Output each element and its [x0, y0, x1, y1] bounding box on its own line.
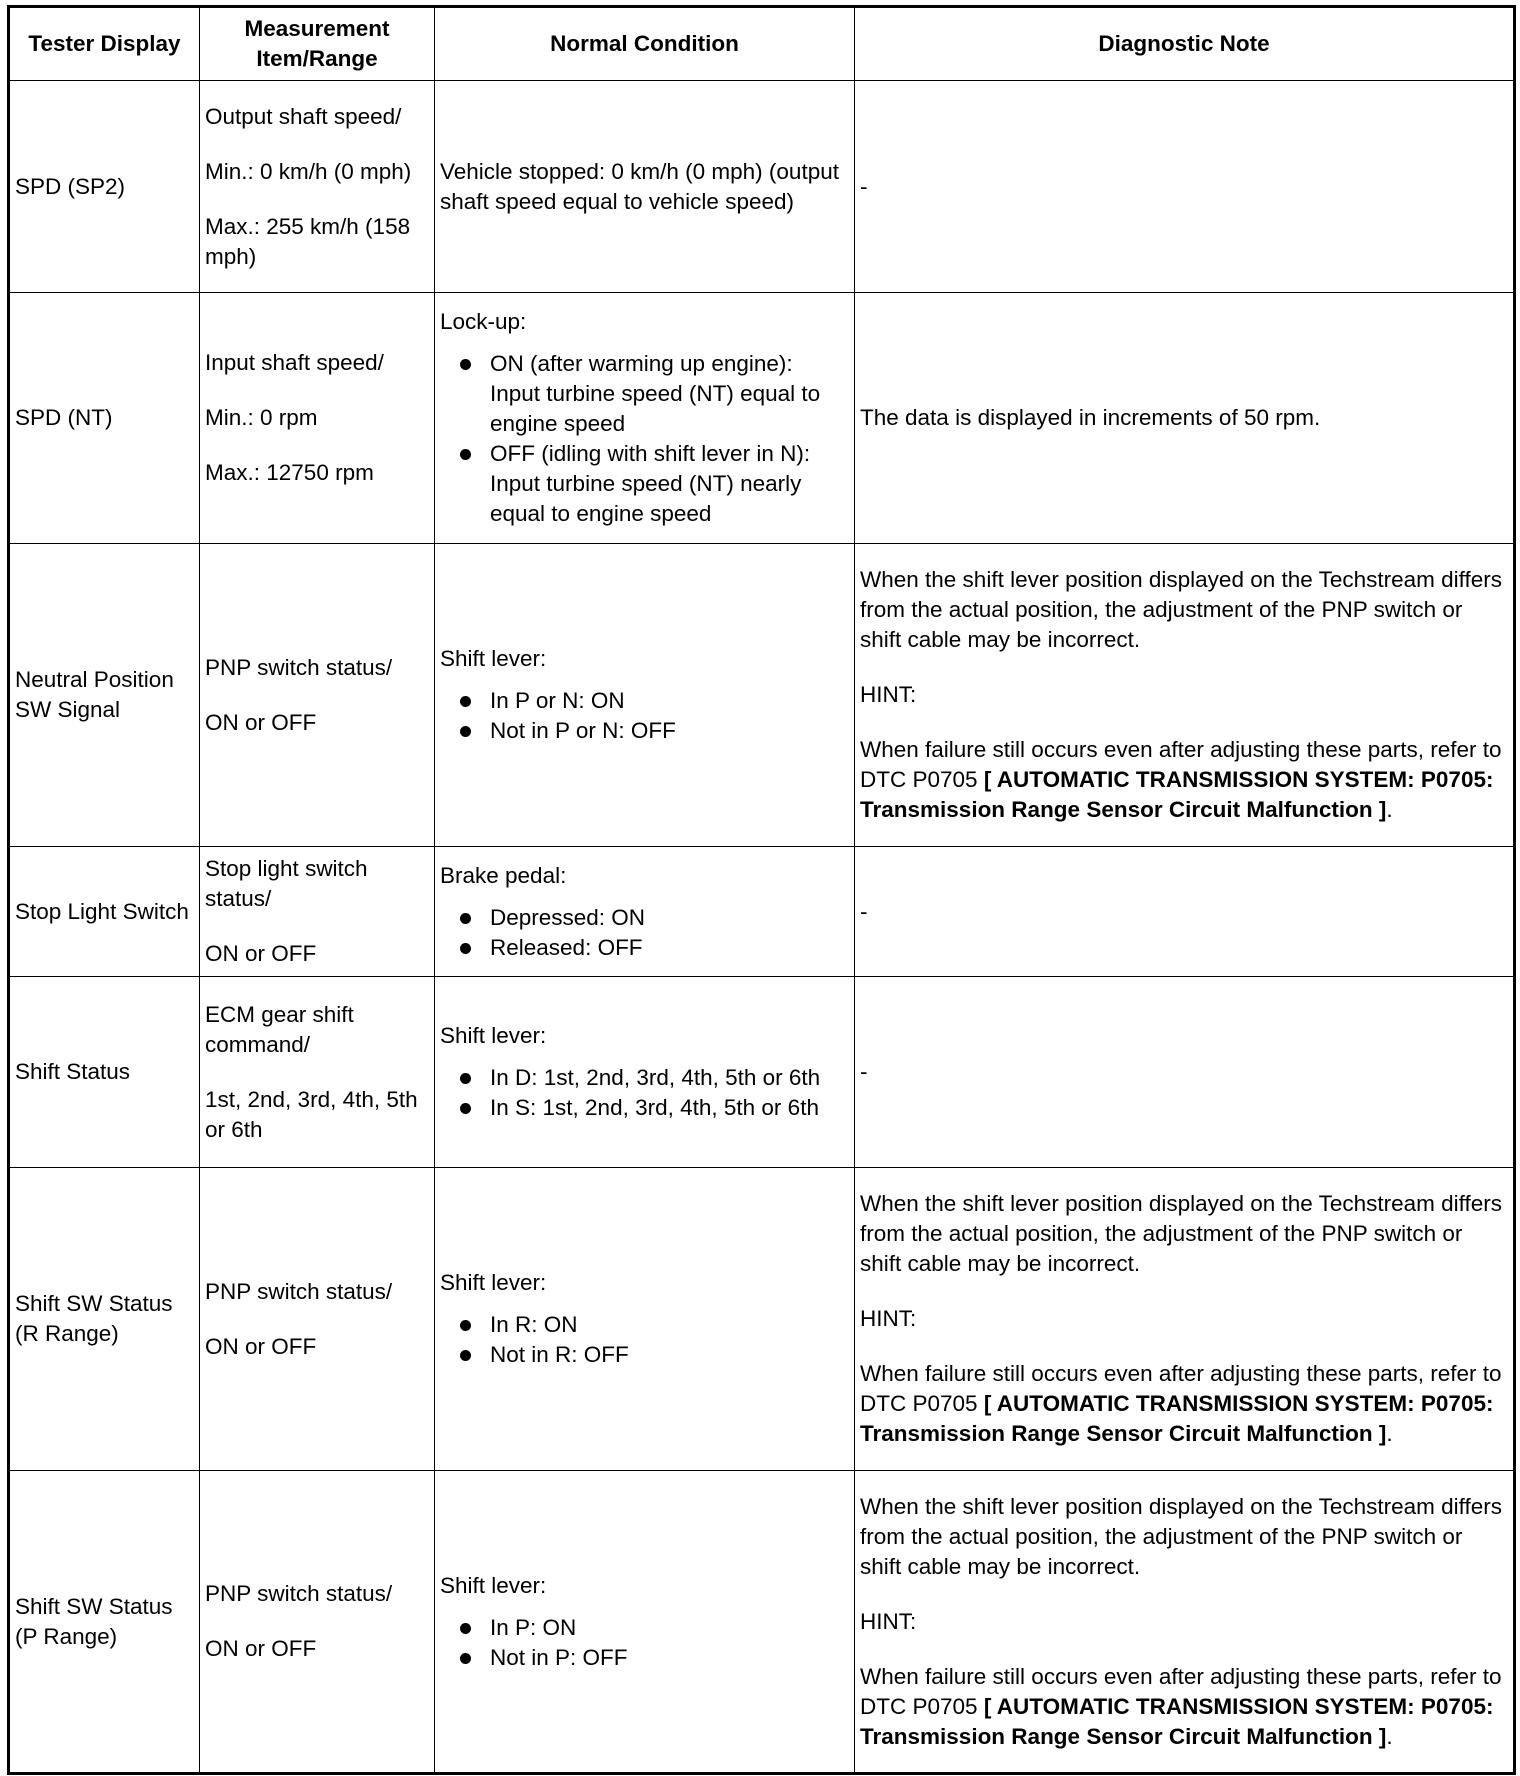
header-normal-condition: Normal Condition: [435, 7, 855, 81]
list-item: [440, 716, 846, 746]
failure-suffix: .: [1386, 1421, 1393, 1446]
cell-tester-display: Shift SW Status (R Range): [9, 1168, 200, 1471]
bullet-text: Not in P or N: OFF: [490, 718, 676, 743]
bullet-text: In P: ON: [490, 1614, 577, 1640]
bullet-dot-icon: [460, 1103, 471, 1114]
cell-normal-condition: [435, 544, 855, 847]
cell-measurement: [200, 81, 435, 293]
cell-normal-condition: [435, 1168, 855, 1471]
normal-bullet-list: [440, 1063, 846, 1123]
bullet-text: In R: ON: [490, 1312, 578, 1337]
measurement-line: PNP switch status/: [205, 1278, 393, 1304]
measurement-line: Min.: 0 rpm: [205, 405, 318, 430]
bullet-dot-icon: [460, 1073, 471, 1084]
failure-text: [860, 735, 1505, 825]
cell-measurement: [200, 1168, 435, 1471]
bullet-dot-icon: [460, 1623, 471, 1634]
normal-heading: Brake pedal:: [440, 862, 567, 888]
bullet-text: Not in R: OFF: [490, 1342, 629, 1367]
cell-diagnostic-note: [855, 544, 1515, 847]
list-item: [440, 903, 846, 933]
measurement-line: ON or OFF: [205, 709, 317, 735]
header-diagnostic-note: Diagnostic Note: [855, 7, 1515, 81]
bullet-text: Released: OFF: [490, 934, 643, 960]
list-item: [440, 1093, 846, 1123]
cell-normal-condition: [435, 847, 855, 977]
cell-measurement: [200, 847, 435, 977]
normal-bullet-list: [440, 903, 846, 963]
bullet-text: ON (after warming up engine): Input turbine speed (NT) equal to engine speed: [490, 351, 821, 436]
bullet-text: In S: 1st, 2nd, 3rd, 4th, 5th or 6th: [490, 1095, 819, 1120]
bullet-dot-icon: [460, 943, 471, 954]
cell-tester-display: Shift Status: [9, 977, 200, 1168]
normal-heading: Lock-up:: [440, 309, 527, 334]
cell-normal-condition: [435, 293, 855, 544]
cell-diagnostic-note: -: [855, 81, 1515, 293]
bullet-text: In D: 1st, 2nd, 3rd, 4th, 5th or 6th: [490, 1065, 821, 1090]
cell-normal-condition: Vehicle stopped: 0 km/h (0 mph) (output shaft speed equal to vehicle speed): [435, 81, 855, 293]
measurement-line: ON or OFF: [205, 1636, 317, 1661]
list-item: [440, 1063, 846, 1093]
cell-tester-display: Stop Light Switch: [9, 847, 200, 977]
bullet-dot-icon: [460, 913, 471, 924]
cell-measurement: [200, 293, 435, 544]
table-row-spd-nt: [9, 293, 1515, 544]
measurement-line: Output shaft speed/: [205, 103, 402, 129]
hint-label: HINT:: [860, 682, 917, 707]
cell-diagnostic-note: The data is displayed in increments of 50 rpm.: [855, 293, 1515, 544]
list-item: [440, 1310, 846, 1340]
list-item: [440, 686, 846, 716]
cell-measurement: [200, 977, 435, 1168]
header-tester-display: Tester Display: [9, 7, 200, 81]
bullet-dot-icon: [460, 1320, 471, 1331]
table-header-row: [9, 7, 1515, 81]
bullet-dot-icon: [460, 449, 471, 460]
table-row-stop-light: [9, 847, 1515, 977]
measurement-line: Stop light switch status/: [205, 856, 368, 911]
measurement-line: 1st, 2nd, 3rd, 4th, 5th or 6th: [205, 1086, 418, 1142]
normal-heading: Shift lever:: [440, 1270, 547, 1295]
pnp-note-text: When the shift lever position displayed on the Techstream differs from the actual position, the adjustment of the PNP switch or shift cable may be incorrect.: [860, 1191, 1503, 1276]
normal-heading: Shift lever:: [440, 646, 547, 671]
cell-normal-condition: [435, 1471, 855, 1774]
table-row-shift-status: [9, 977, 1515, 1168]
measurement-line: Max.: 255 km/h (158 mph): [205, 213, 411, 269]
measurement-line: Input shaft speed/: [205, 350, 384, 375]
failure-prefix: When failure still occurs even after adjusting these parts, refer to DTC P0705: [860, 1361, 1502, 1416]
cell-measurement: [200, 544, 435, 847]
normal-heading: Shift lever:: [440, 1023, 547, 1048]
table-row-neutral-position: [9, 544, 1515, 847]
failure-prefix: When failure still occurs even after adjusting these parts, refer to DTC P0705: [860, 1663, 1502, 1719]
measurement-line: PNP switch status/: [205, 654, 393, 680]
table-row-spd-sp2: [9, 81, 1515, 293]
hint-label: HINT:: [860, 1608, 917, 1634]
table-row-shift-sw-r: [9, 1168, 1515, 1471]
bullet-text: In P or N: ON: [490, 688, 625, 713]
cell-normal-condition: [435, 977, 855, 1168]
normal-bullet-list: [440, 1310, 846, 1370]
dtc-reference-link[interactable]: [ AUTOMATIC TRANSMISSION SYSTEM: P0705: Transmission Range Sensor Circuit Malfunction ]: [860, 767, 1494, 822]
measurement-line: PNP switch status/: [205, 1581, 393, 1606]
list-item: [440, 1643, 846, 1673]
normal-bullet-list: [440, 1613, 846, 1673]
normal-bullet-list: [440, 686, 846, 746]
header-measurement: Measurement Item/Range: [200, 7, 435, 81]
cell-diagnostic-note: -: [855, 977, 1515, 1168]
cell-tester-display: Neutral Position SW Signal: [9, 544, 200, 847]
bullet-dot-icon: [460, 696, 471, 707]
measurement-line: Max.: 12750 rpm: [205, 460, 374, 485]
normal-bullet-list: [440, 349, 846, 529]
cell-tester-display: SPD (NT): [9, 293, 200, 544]
failure-suffix: .: [1386, 1723, 1393, 1749]
measurement-line: ON or OFF: [205, 941, 317, 966]
list-item: [440, 439, 846, 529]
failure-prefix: When failure still occurs even after adjusting these parts, refer to DTC P0705: [860, 737, 1502, 792]
bullet-dot-icon: [460, 359, 471, 370]
failure-suffix: .: [1386, 797, 1393, 822]
hint-label: HINT:: [860, 1306, 917, 1331]
normal-heading: Shift lever:: [440, 1572, 547, 1598]
measurement-line: Min.: 0 km/h (0 mph): [205, 158, 412, 184]
measurement-line: ON or OFF: [205, 1333, 317, 1359]
data-list-table: [7, 5, 1516, 1775]
list-item: [440, 1340, 846, 1370]
dtc-reference-link[interactable]: [ AUTOMATIC TRANSMISSION SYSTEM: P0705: Transmission Range Sensor Circuit Malfunction ]: [860, 1391, 1494, 1446]
bullet-text: Depressed: ON: [490, 904, 646, 930]
dtc-reference-link[interactable]: [ AUTOMATIC TRANSMISSION SYSTEM: P0705: Transmission Range Sensor Circuit Malfunction ]: [860, 1693, 1494, 1749]
table-row-shift-sw-p: [9, 1471, 1515, 1774]
cell-measurement: [200, 1471, 435, 1774]
list-item: [440, 1613, 846, 1643]
pnp-note-text: When the shift lever position displayed on the Techstream differs from the actual position, the adjustment of the PNP switch or shift cable may be incorrect.: [860, 567, 1503, 652]
cell-tester-display: Shift SW Status (P Range): [9, 1471, 200, 1774]
measurement-line: ECM gear shift command/: [205, 1001, 354, 1057]
bullet-text: OFF (idling with shift lever in N): Input turbine speed (NT) nearly equal to engine speed: [490, 441, 811, 526]
list-item: [440, 349, 846, 439]
bullet-dot-icon: [460, 726, 471, 737]
list-item: [440, 933, 846, 963]
bullet-text: Not in P: OFF: [490, 1644, 628, 1670]
pnp-note-text: When the shift lever position displayed on the Techstream differs from the actual position, the adjustment of the PNP switch or shift cable may be incorrect.: [860, 1493, 1503, 1579]
cell-tester-display: SPD (SP2): [9, 81, 200, 293]
cell-diagnostic-note: [855, 1168, 1515, 1471]
failure-text: [860, 1359, 1505, 1449]
cell-diagnostic-note: [855, 1471, 1515, 1774]
bullet-dot-icon: [460, 1350, 471, 1361]
failure-text: [860, 1662, 1505, 1752]
bullet-dot-icon: [460, 1653, 471, 1664]
cell-diagnostic-note: -: [855, 847, 1515, 977]
